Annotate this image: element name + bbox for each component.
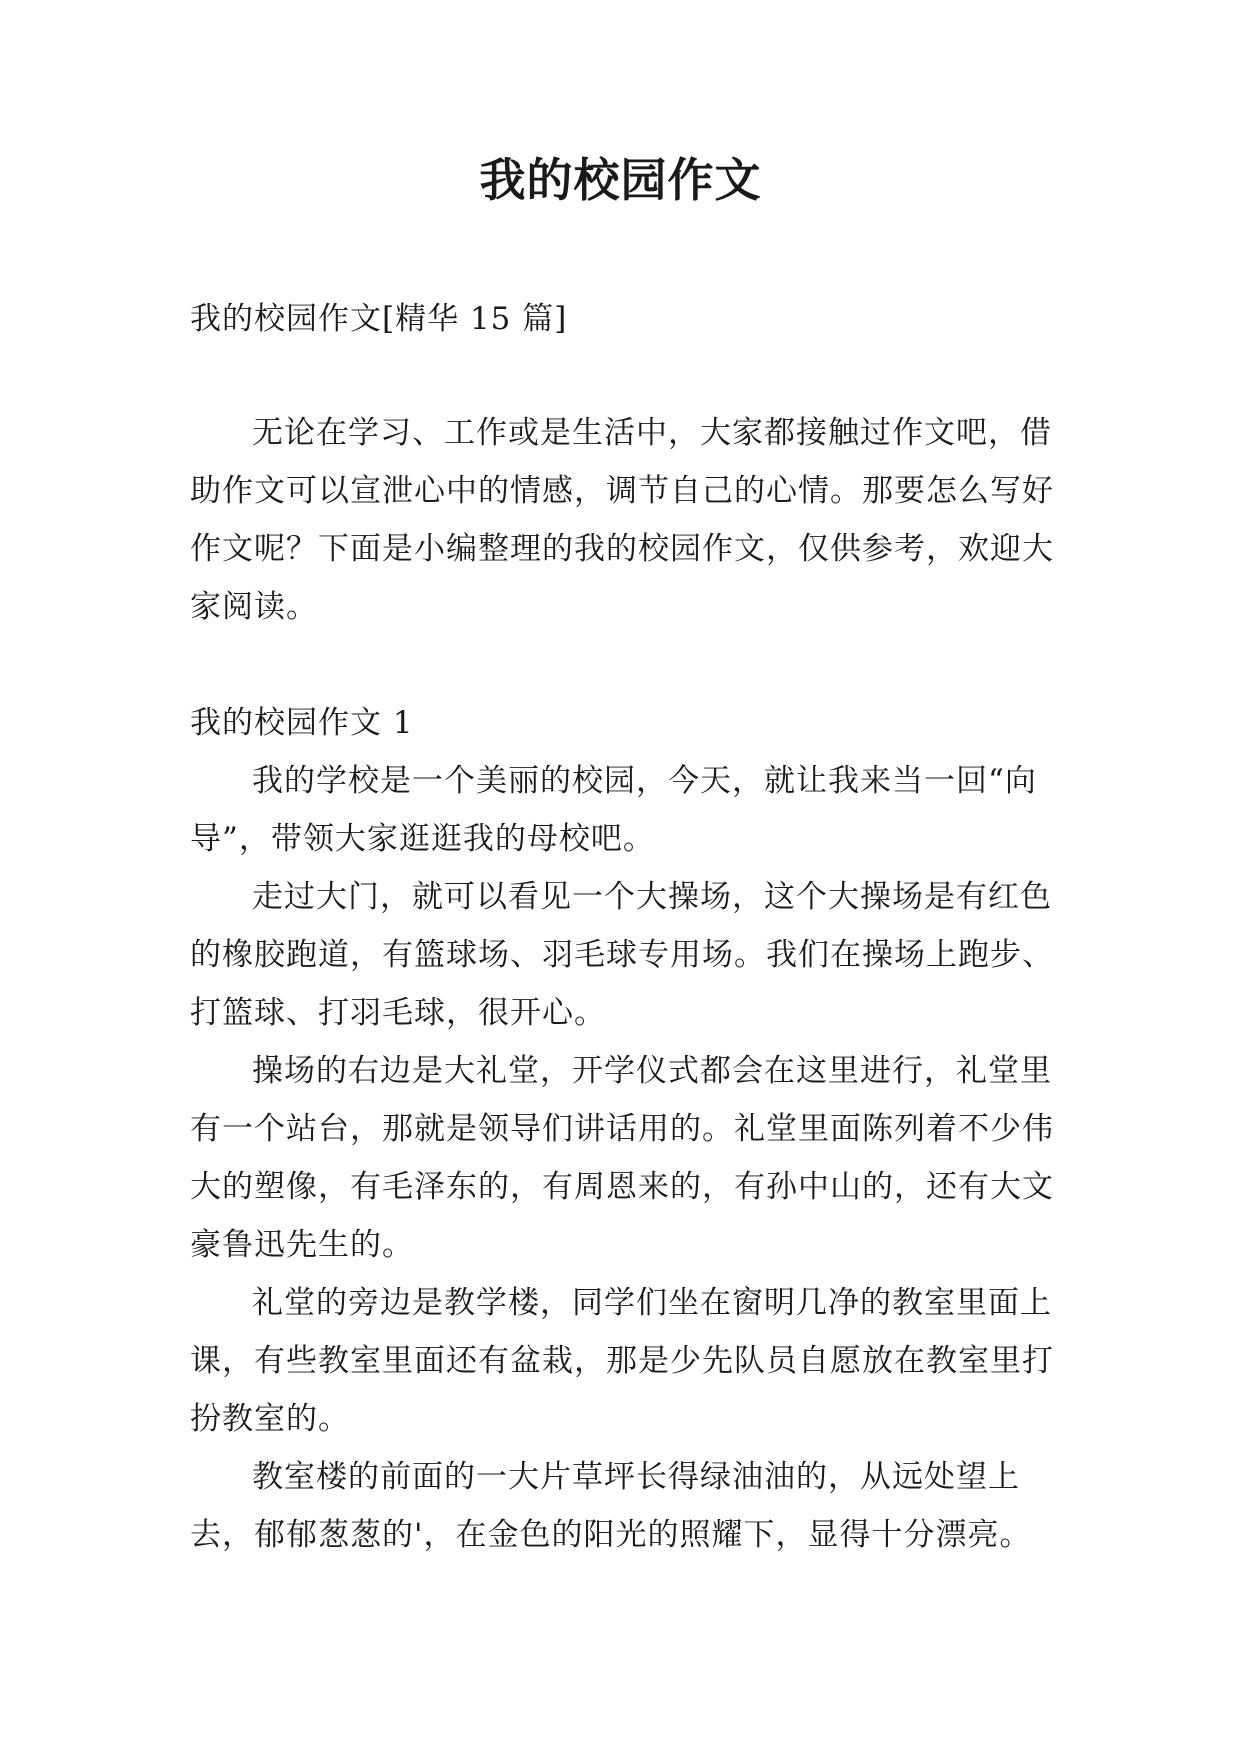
- intro-paragraph: 无论在学习、工作或是生活中，大家都接触过作文吧，借助作文可以宣泄心中的情感，调节自己的心情。那要怎么写好作文呢？下面是小编整理的我的校园作文，仅供参考，欢迎大家阅读。: [190, 415, 1054, 625]
- essay-paragraph: 教室楼的前面的一大片草坪长得绿油油的，从远处望上去，郁郁葱葱的'，在金色的阳光的照耀下，显得十分漂亮。: [190, 1459, 1032, 1553]
- document-title: 我的校园作文: [479, 153, 762, 207]
- section-heading: 我的校园作文 1: [190, 705, 414, 741]
- essay-paragraph: 走过大门，就可以看见一个大操场，这个大操场是有红色的橡胶跑道，有篮球场、羽毛球专用场。我们在操场上跑步、打篮球、打羽毛球，很开心。: [190, 879, 1054, 1031]
- essay-paragraph: 礼堂的旁边是教学楼，同学们坐在窗明几净的教室里面上课，有些教室里面还有盆栽，那是少先队员自愿放在教室里打扮教室的。: [190, 1285, 1054, 1437]
- document-subtitle: 我的校园作文[精华 15 篇]: [190, 301, 568, 337]
- essay-paragraph: 操场的右边是大礼堂，开学仪式都会在这里进行，礼堂里有一个站台，那就是领导们讲话用的。礼堂里面陈列着不少伟大的塑像，有毛泽东的，有周恩来的，有孙中山的，还有大文豪鲁迅先生的。: [190, 1053, 1054, 1263]
- essay-paragraph: 我的学校是一个美丽的校园，今天，就让我来当一回“向导”，带领大家逛逛我的母校吧。: [190, 763, 1037, 857]
- essay-body: [190, 752, 1070, 1564]
